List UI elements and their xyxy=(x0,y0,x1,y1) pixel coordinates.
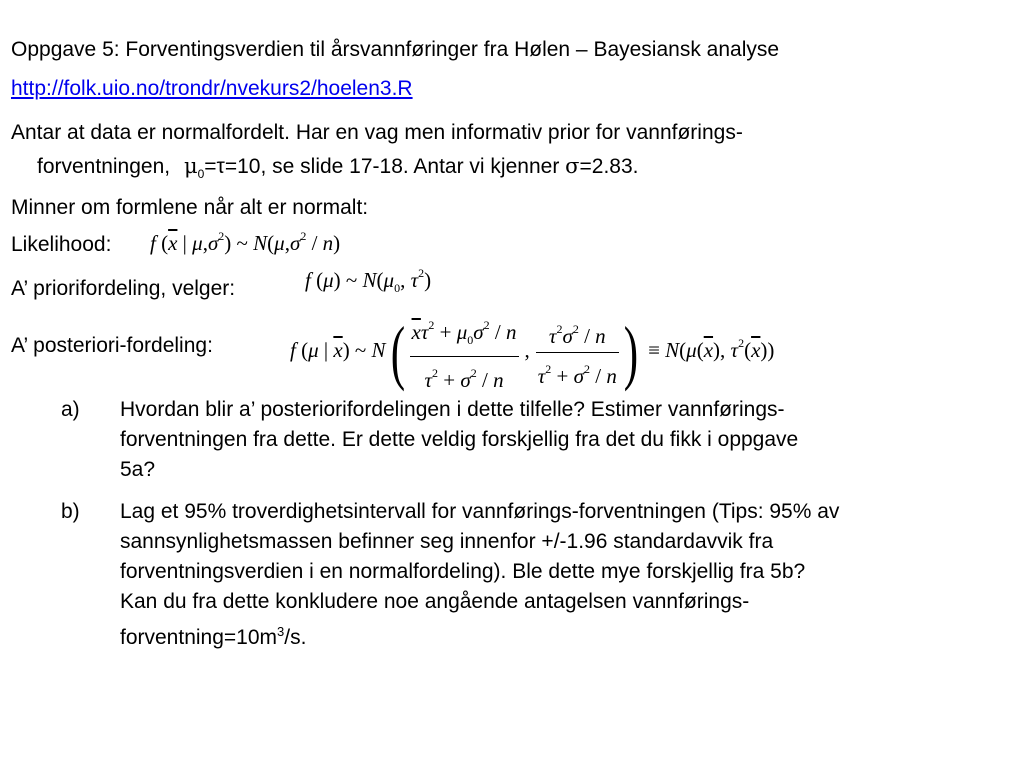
likelihood-formula: f ($\overline{x}$ | $\mu,\sigma^2$) ~ $N(\mu,\sigma^2 / n)$ xyxy=(150,229,341,255)
question-b-line-5-tail: /s. xyxy=(284,626,307,649)
question-a-line-2: forventningen fra dette. Er dette veldig forskjellig fra det du fikk i oppgave xyxy=(120,428,799,451)
prior-label: A’ priorifordeling, velger: xyxy=(11,277,236,300)
sigma-symbol: σ xyxy=(565,154,580,178)
prior-formula: f (μ) ~ $N(\mu_0$, $\tau^2$) xyxy=(305,266,432,295)
question-b-line-1: Lag et 95% troverdighetsintervall for vannførings-forventningen (Tips: 95% av xyxy=(120,500,840,523)
posterior-mean-fraction: $\frac{\overline{x}\tau^2 + \mu_0\sigma^2 / n}{\tau^2 + \sigma^2 / n}$ xyxy=(410,313,519,392)
question-b-label: b) xyxy=(61,500,80,523)
posterior-formula: f (μ | $\overline{x}$) ~ N( $\frac{\overline{x}\tau^2 + \mu_0\sigma^2 / n}{\tau^2 + \sigma^2 / n}$ , $\frac{\tau^2\sigma^2 / n}{\tau^2 + \sigma^2 / n}$ ) ≡ $N(\mu(\overline{x})$, $\tau^2(\overline{x})$) xyxy=(290,312,775,393)
question-a-line-3: 5a? xyxy=(120,458,156,481)
posterior-label: A’ posteriori-fordeling: xyxy=(11,334,213,357)
likelihood-label: Likelihood: xyxy=(11,233,112,256)
mu-subscript: 0 xyxy=(197,167,205,181)
question-a-line-1: Hvordan blir a’ posteriorifordelingen i dette tilfelle? Estimer vannførings- xyxy=(120,398,785,421)
question-b-line-2: sannsynlighetsmassen befinner seg innenfor +/-1.96 standardavvik fra xyxy=(120,530,774,553)
script-link[interactable]: http://folk.uio.no/trondr/nvekurs2/hoelen3.R xyxy=(11,77,413,100)
intro-line-1: Antar at data er normalfordelt. Har en vag men informativ prior for vannførings- xyxy=(11,121,743,144)
question-b-line-5-text: forventning=10m xyxy=(120,626,278,649)
question-b-line-4: Kan du fra dette konkludere noe angående antagelsen vannførings- xyxy=(120,590,750,613)
question-a-label: a) xyxy=(61,398,80,421)
cubic-superscript: 3 xyxy=(277,624,285,639)
tau-equals-text: =τ=10, se slide 17-18. Antar vi kjenner xyxy=(204,155,566,178)
posterior-variance-fraction: $\frac{\tau^2\sigma^2 / n}{\tau^2 + \sigma^2 / n}$ xyxy=(536,317,619,388)
mu-symbol: μ xyxy=(183,154,198,178)
sigma-equals-text: =2.83. xyxy=(579,155,639,178)
intro-line-2-text: forventningen, xyxy=(37,155,171,178)
formula-intro: Minner om formlene når alt er normalt: xyxy=(11,196,369,219)
question-b-line-3: forventningsverdien i en normalfordeling). Ble dette mye forskjellig fra 5b? xyxy=(120,560,806,583)
intro-line-2 xyxy=(37,153,638,187)
question-b-line-5 xyxy=(120,617,1020,653)
slide-title: Oppgave 5: Forventingsverdien til årsvannføringer fra Hølen – Bayesiansk analyse xyxy=(11,38,780,61)
